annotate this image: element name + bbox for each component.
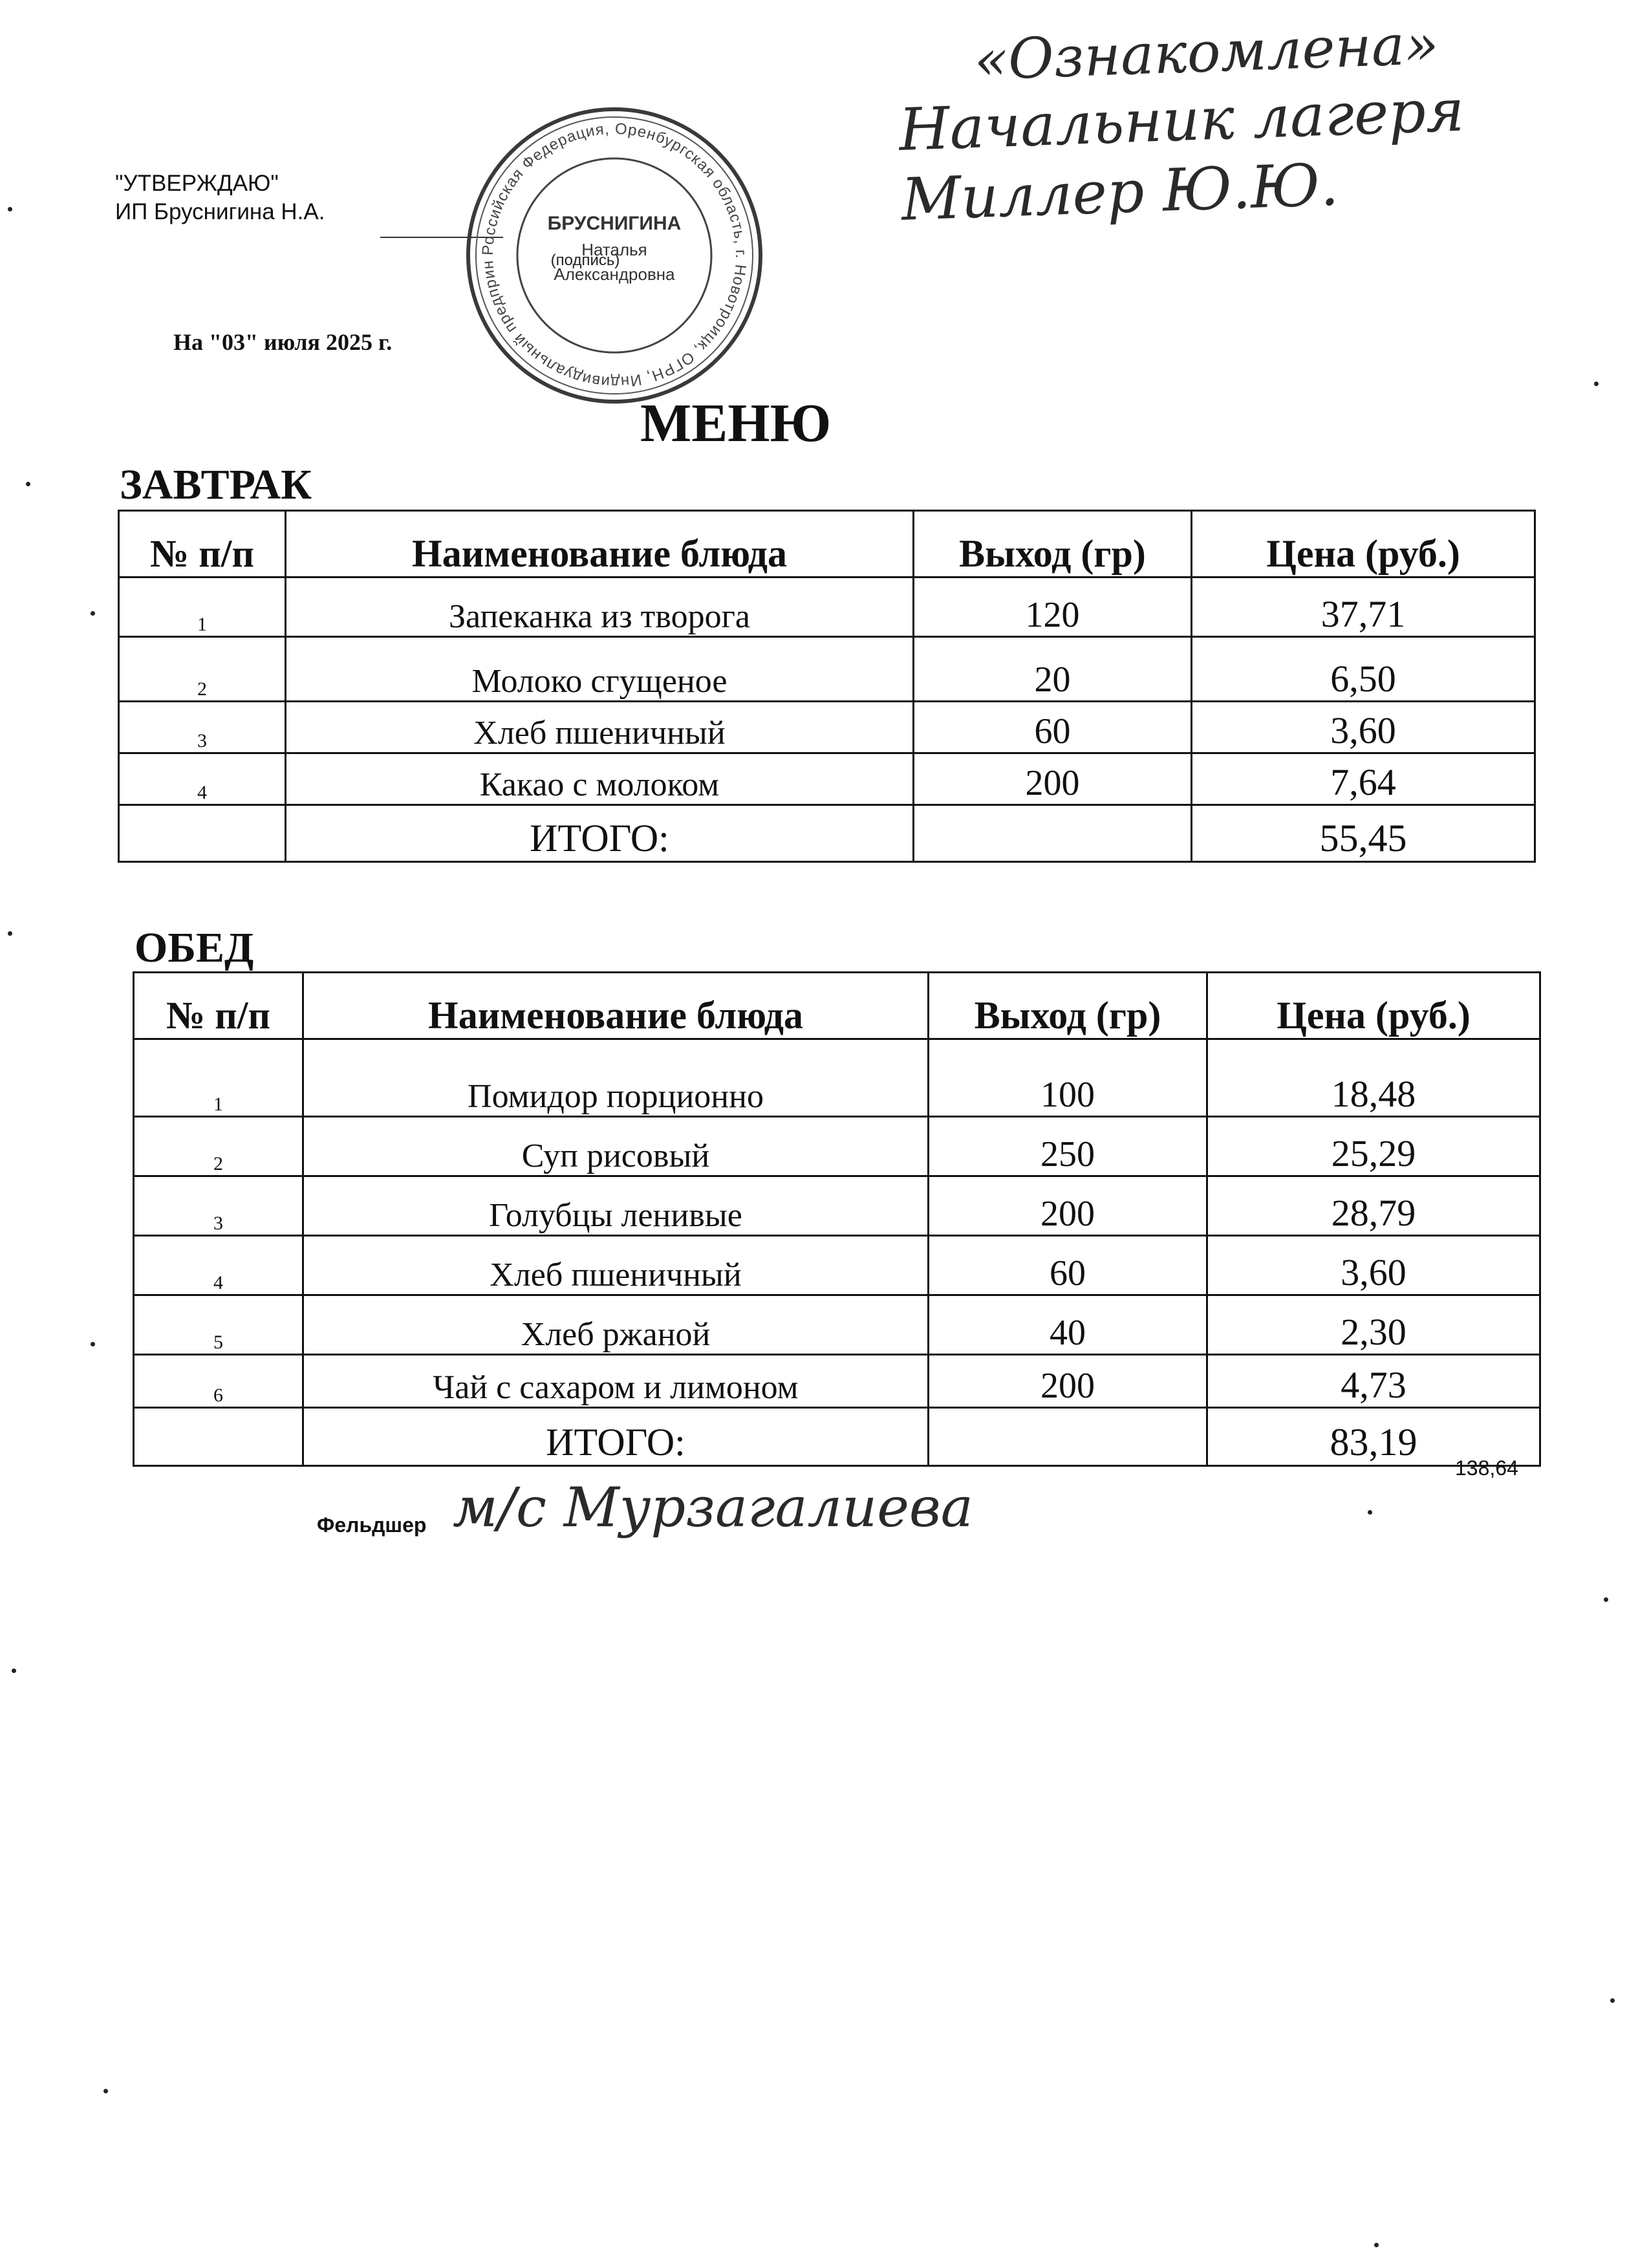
dish-price: 3,60	[1207, 1236, 1540, 1295]
row-number: 5	[134, 1295, 303, 1355]
scan-speck	[1604, 1597, 1608, 1602]
ack-line-3: Миллер Ю.Ю.	[900, 151, 1340, 234]
table-row	[134, 1355, 1540, 1408]
row-number: 3	[119, 702, 286, 753]
dish-name: Какао с молоком	[286, 753, 914, 805]
dish-weight: 250	[929, 1117, 1207, 1176]
page-title: МЕНЮ	[640, 393, 832, 453]
breakfast-table	[118, 510, 1536, 863]
table-row	[119, 578, 1535, 637]
row-number: 3	[134, 1176, 303, 1236]
dish-name: Хлеб пшеничный	[303, 1236, 929, 1295]
total-empty-cell	[929, 1408, 1207, 1466]
dish-weight: 100	[929, 1039, 1207, 1117]
dish-price: 25,29	[1207, 1117, 1540, 1176]
scan-speck	[12, 1669, 16, 1673]
total-empty-cell	[134, 1408, 303, 1466]
approval-signer: ИП Бруснигина Н.А.	[115, 199, 325, 224]
dish-name: Помидор порционно	[303, 1039, 929, 1117]
table-row	[119, 637, 1535, 702]
row-number: 1	[119, 578, 286, 637]
approval-block	[115, 169, 325, 226]
row-number: 4	[119, 753, 286, 805]
scan-speck	[1374, 2243, 1379, 2247]
table-row	[119, 753, 1535, 805]
scan-speck	[91, 611, 95, 616]
total-label: ИТОГО:	[286, 805, 914, 862]
scan-speck	[26, 482, 30, 486]
seal-patronymic: Александровна	[554, 265, 675, 284]
scan-speck	[1610, 1998, 1615, 2003]
scan-speck	[8, 931, 12, 936]
approval-title: "УТВЕРЖДАЮ"	[115, 171, 279, 196]
dish-price: 4,73	[1207, 1355, 1540, 1408]
dish-price: 2,30	[1207, 1295, 1540, 1355]
row-number: 6	[134, 1355, 303, 1408]
table-row	[134, 1236, 1540, 1295]
header-dish: Наименование блюда	[286, 511, 914, 578]
table-header-row	[119, 511, 1535, 578]
paramedic-label: Фельдшер	[317, 1513, 427, 1537]
dish-name: Чай с сахаром и лимоном	[303, 1355, 929, 1408]
header-weight: Выход (гр)	[929, 973, 1207, 1039]
dish-weight: 60	[929, 1236, 1207, 1295]
row-number: 1	[134, 1039, 303, 1117]
seal-name: БРУСНИГИНА	[547, 213, 682, 234]
dish-weight: 200	[929, 1355, 1207, 1408]
seal-ring-text: Российская Федерация, Оренбургская область, г. Новотроицк, ОГРН, Индивидуальный предприн	[479, 120, 750, 391]
dish-name: Молоко сгущеное	[286, 637, 914, 702]
dish-price: 3,60	[1192, 702, 1535, 753]
row-number: 2	[134, 1117, 303, 1176]
dish-price: 28,79	[1207, 1176, 1540, 1236]
total-empty-cell	[119, 805, 286, 862]
scan-speck	[1594, 382, 1599, 386]
row-number: 2	[119, 637, 286, 702]
ack-line-2: Начальник лагеря	[898, 76, 1466, 164]
row-number: 4	[134, 1236, 303, 1295]
total-empty-cell	[914, 805, 1192, 862]
table-row	[134, 1295, 1540, 1355]
header-number: № п/п	[134, 973, 303, 1039]
lunch-table	[133, 971, 1541, 1467]
dish-weight: 120	[914, 578, 1192, 637]
seal-graphic	[462, 103, 766, 407]
dish-price: 18,48	[1207, 1039, 1540, 1117]
table-header-row	[134, 973, 1540, 1039]
lunch-heading: ОБЕД	[135, 924, 254, 971]
header-dish: Наименование блюда	[303, 973, 929, 1039]
header-price: Цена (руб.)	[1192, 511, 1535, 578]
handwritten-acknowledgement	[896, 8, 1568, 235]
breakfast-heading: ЗАВТРАК	[120, 461, 312, 508]
table-row	[134, 1176, 1540, 1236]
total-value: 83,19	[1207, 1408, 1540, 1466]
dish-weight: 200	[929, 1176, 1207, 1236]
dish-price: 7,64	[1192, 753, 1535, 805]
dish-weight: 40	[929, 1295, 1207, 1355]
dish-name: Хлеб ржаной	[303, 1295, 929, 1355]
scan-speck	[103, 2089, 108, 2093]
ack-line-1: «Ознакомлена»	[973, 12, 1440, 93]
dish-name: Голубцы ленивые	[303, 1176, 929, 1236]
paramedic-signature: м/с Мурзагалиева	[453, 1476, 973, 1539]
header-price: Цена (руб.)	[1207, 973, 1540, 1039]
dish-weight: 20	[914, 637, 1192, 702]
table-row	[134, 1117, 1540, 1176]
seal-signature-overlay: (подпись)	[550, 252, 620, 269]
table-row	[134, 1039, 1540, 1117]
total-row	[134, 1408, 1540, 1466]
header-weight: Выход (гр)	[914, 511, 1192, 578]
approval-date: На "03" июля 2025 г.	[173, 329, 393, 355]
dish-name: Суп рисовый	[303, 1117, 929, 1176]
dish-price: 37,71	[1192, 578, 1535, 637]
dish-price: 6,50	[1192, 637, 1535, 702]
dish-name: Запеканка из творога	[286, 578, 914, 637]
dish-weight: 60	[914, 702, 1192, 753]
header-number: № п/п	[119, 511, 286, 578]
scan-speck	[8, 207, 12, 211]
dish-name: Хлеб пшеничный	[286, 702, 914, 753]
total-value: 55,45	[1192, 805, 1535, 862]
seal-firstname: Наталья	[581, 240, 647, 259]
grand-total: 138,64	[1455, 1456, 1518, 1480]
total-row	[119, 805, 1535, 862]
scan-speck	[91, 1342, 95, 1346]
scan-speck	[1368, 1510, 1372, 1515]
table-row	[119, 702, 1535, 753]
company-seal	[462, 103, 766, 407]
dish-weight: 200	[914, 753, 1192, 805]
total-label: ИТОГО:	[303, 1408, 929, 1466]
